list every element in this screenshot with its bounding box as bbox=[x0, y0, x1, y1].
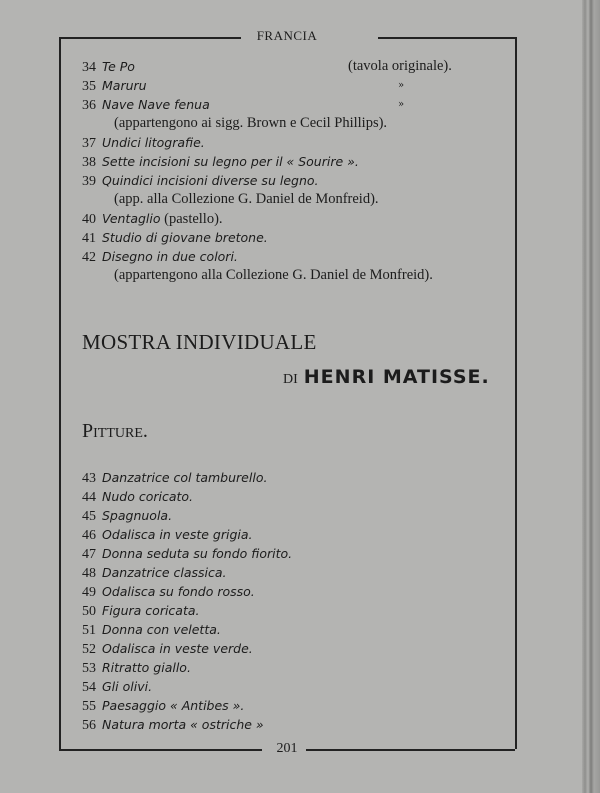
entry-title: Sette incisioni su legno per il « Sourire ». bbox=[102, 154, 359, 169]
page-number: 201 bbox=[276, 741, 298, 756]
entry-number: 35 bbox=[82, 79, 96, 94]
entry-number: 48 bbox=[82, 566, 96, 581]
catalogue-entry bbox=[82, 582, 292, 601]
ditto-mark: » bbox=[398, 80, 405, 91]
entry-title: Te Po bbox=[102, 59, 135, 74]
entry-title: Danzatrice col tamburello. bbox=[102, 470, 268, 485]
entry-number: 44 bbox=[82, 490, 96, 505]
entry-note: (appartengono ai sigg. Brown e Cecil Phillips). bbox=[114, 115, 388, 131]
entry-number: 53 bbox=[82, 661, 96, 676]
catalogue-entry bbox=[82, 487, 292, 506]
entry-title: Odalisca su fondo rosso. bbox=[102, 584, 255, 599]
entry-number: 43 bbox=[82, 471, 96, 486]
entry-number: 52 bbox=[82, 642, 96, 657]
catalogue-entry bbox=[82, 247, 433, 266]
catalogue-entry bbox=[82, 152, 433, 171]
entry-number: 39 bbox=[82, 174, 96, 189]
entry-number: 45 bbox=[82, 509, 96, 524]
catalogue-entry bbox=[82, 696, 292, 715]
entry-title: Undici litografie. bbox=[102, 135, 205, 150]
entry-title: Donna con veletta. bbox=[102, 622, 221, 637]
entry-title: Studio di giovane bretone. bbox=[102, 230, 268, 245]
entry-title: Nudo coricato. bbox=[102, 489, 194, 504]
gauguin-catalogue-list bbox=[82, 57, 452, 285]
catalogue-entry bbox=[82, 639, 292, 658]
catalogue-entry bbox=[82, 715, 292, 734]
entry-title: Quindici incisioni diverse su legno. bbox=[102, 173, 319, 188]
catalogue-entry bbox=[82, 57, 452, 76]
entry-title: Odalisca in veste grigia. bbox=[102, 527, 253, 542]
section-title: MOSTRA INDIVIDUALE bbox=[82, 330, 317, 354]
ditto-mark: » bbox=[398, 99, 405, 110]
entry-title: Nave Nave fenua bbox=[102, 97, 210, 112]
entry-number: 37 bbox=[82, 136, 96, 151]
catalogue-entry bbox=[82, 171, 433, 190]
entry-number: 34 bbox=[82, 60, 96, 75]
entry-medium: (pastello). bbox=[160, 211, 223, 227]
catalogue-entry bbox=[82, 95, 433, 114]
catalogue-entry bbox=[82, 506, 292, 525]
catalogue-entry bbox=[82, 468, 292, 487]
entry-title: Paesaggio « Antibes ». bbox=[102, 698, 245, 713]
entry-title: Disegno in due colori. bbox=[102, 249, 238, 264]
catalogue-entry bbox=[82, 525, 292, 544]
entry-number: 51 bbox=[82, 623, 96, 638]
catalogue-entry bbox=[82, 544, 292, 563]
entry-title: Donna seduta su fondo fiorito. bbox=[102, 546, 293, 561]
entry-title: Natura morta « ostriche » bbox=[102, 717, 264, 732]
subsection-title: Pitture. bbox=[82, 420, 148, 442]
entry-number: 47 bbox=[82, 547, 96, 562]
entry-number: 49 bbox=[82, 585, 96, 600]
entry-title: Ventaglio bbox=[102, 211, 161, 226]
entry-note: (app. alla Collezione G. Daniel de Monfreid). bbox=[114, 191, 379, 207]
catalogue-entry bbox=[82, 114, 433, 133]
entry-number: 46 bbox=[82, 528, 96, 543]
catalogue-entry bbox=[82, 658, 292, 677]
entry-title: Odalisca in veste verde. bbox=[102, 641, 253, 656]
catalogue-entry bbox=[82, 76, 433, 95]
entry-title: Spagnuola. bbox=[102, 508, 173, 523]
entry-note: (appartengono alla Collezione G. Daniel de Monfreid). bbox=[114, 267, 433, 283]
entry-number: 42 bbox=[82, 250, 96, 265]
catalogue-entry bbox=[82, 563, 292, 582]
catalogue-entry bbox=[82, 209, 433, 228]
entry-number: 38 bbox=[82, 155, 96, 170]
entry-title: Maruru bbox=[102, 78, 147, 93]
entry-number: 41 bbox=[82, 231, 96, 246]
catalogue-entry bbox=[82, 190, 433, 209]
entry-title: Danzatrice classica. bbox=[102, 565, 227, 580]
entry-number: 36 bbox=[82, 98, 96, 113]
entry-title: Figura coricata. bbox=[102, 603, 200, 618]
entry-number: 50 bbox=[82, 604, 96, 619]
page-edge bbox=[582, 0, 600, 793]
artist-heading bbox=[283, 366, 490, 388]
catalogue-entry bbox=[82, 601, 292, 620]
artist-name: HENRI MATISSE. bbox=[303, 366, 490, 388]
entry-number: 55 bbox=[82, 699, 96, 714]
matisse-catalogue-list bbox=[82, 468, 292, 734]
catalogue-entry bbox=[82, 133, 433, 152]
entry-title: Gli olivi. bbox=[102, 679, 153, 694]
running-header: FRANCIA bbox=[256, 28, 318, 43]
artist-heading-prefix: DI bbox=[283, 372, 298, 387]
entry-number: 40 bbox=[82, 212, 96, 227]
entry-number: 54 bbox=[82, 680, 96, 695]
entry-title: Ritratto giallo. bbox=[102, 660, 191, 675]
entry-number: 56 bbox=[82, 718, 96, 733]
catalogue-entry bbox=[82, 228, 433, 247]
catalogue-entry bbox=[82, 620, 292, 639]
entry-note: (tavola originale). bbox=[348, 58, 452, 74]
catalogue-entry bbox=[82, 266, 433, 285]
catalogue-entry bbox=[82, 677, 292, 696]
